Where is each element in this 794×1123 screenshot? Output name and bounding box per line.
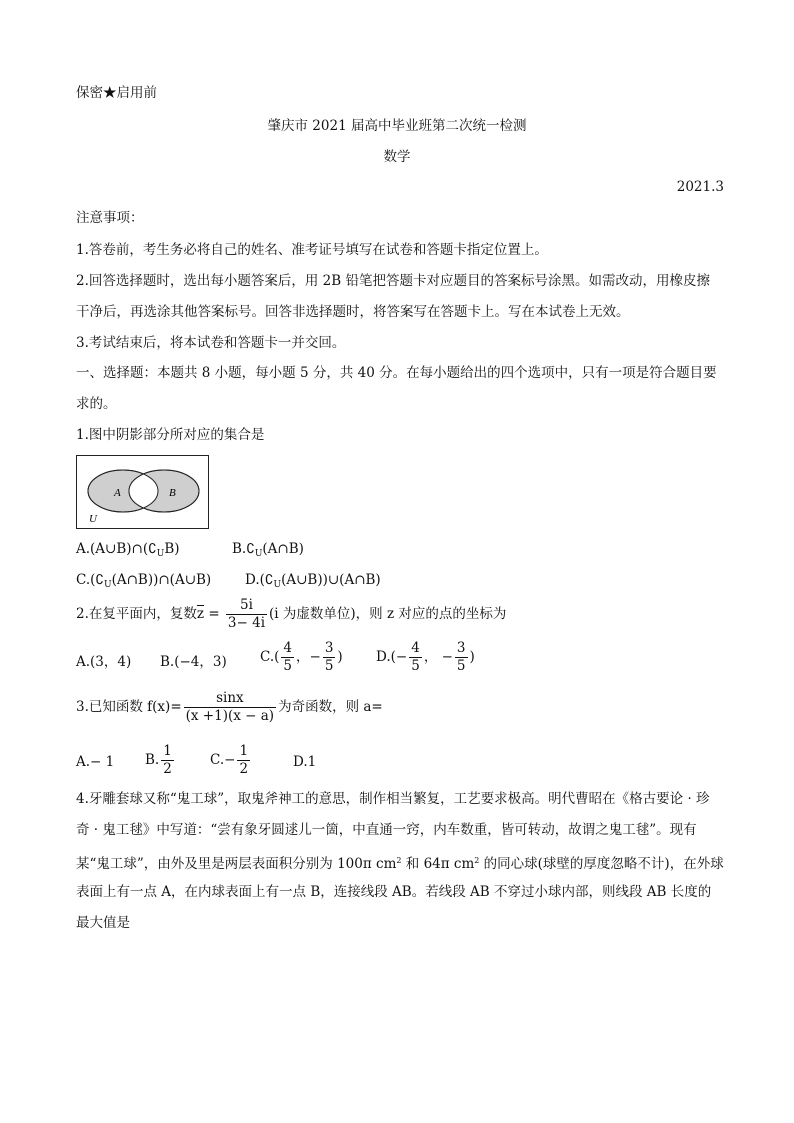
q3-option-a[interactable]: A.− 1 [76,754,115,770]
q3-option-c[interactable]: C.− $\frac{1}{2}$ [210,743,249,777]
notice-item-2a: 2.回答选择题时，选出每小题答案后，用 2B 铅笔把答题卡对应题目的答案标号涂黑。如需改动，用橡皮擦 [76,273,710,289]
section-heading: 一、选择题：本题共 8 小题，每小题 5 分，共 40 分。在每小题给出的四个选项中，只有一项是符合题目要 [76,365,717,381]
q4-line-5: 最大值是 [76,915,130,931]
q3-option-b[interactable]: B. $\frac{1}{2}$ [145,743,172,777]
q1-option-d[interactable]: $D.(∁_U(A\cup B))\cup(A\cap B)$ [245,572,381,590]
q1-stem: 1.图中阴影部分所对应的集合是 [76,427,265,443]
notice-item-1: 1.答卷前，考生务必将自己的姓名、准考证号填写在试卷和答题卡指定位置上。 [76,242,548,258]
section-heading-cont: 求的。 [76,396,117,412]
venn-label-a: A [114,487,121,499]
q3-option-d[interactable]: D.1 [293,754,317,770]
exam-date: 2021.3 [676,179,724,195]
z-conjugate: $\overline{z}$ [196,606,205,622]
q1-option-b[interactable]: $B.∁_U(A\cap B)$ [232,541,304,559]
q2-stem: 2.在复平面内，复数$\overline{z}$ = $\frac{5i}{3- 4i}$ (i 为虚数单位)，则 z 对应的点的坐标为 [76,597,507,631]
q4-line-2: 奇 · 鬼工毬》中写道：“尝有象牙圆逑儿一箇，中直通一窍，内车数重，皆可转动，故谓之鬼工毬”。现有 [76,822,697,838]
q3-fraction: $\frac{\sin x}{(x +1)(x - a)}$ [185,690,275,724]
notice-item-3: 3.考试结束后，将本试卷和答题卡一并交回。 [76,335,346,351]
venn-label-b: B [169,487,176,499]
q3-stem: 3.已知函数 f(x)= $\frac{\sin x}{(x +1)(x - a)}$ 为奇函数，则 a= [76,690,383,724]
q1-option-a[interactable]: $A.(A\cup B)\cap(∁_UB)$ [76,541,180,559]
venn-label-u: U [89,513,97,525]
q4-line-1: 4.牙雕套球又称“鬼工球”，取鬼斧神工的意思，制作相当繁复，工艺要求极高。明代曹昭在《格古要论 · 珍 [76,791,710,807]
q1-option-c[interactable]: $C.(∁_U(A\cap B))\cap(A\cup B)$ [76,572,212,590]
exam-title: 肇庆市 2021 届高中毕业班第二次统一检测 [267,118,527,134]
q2-fraction: $\frac{5i}{3- 4i}$ [227,597,266,631]
notice-heading: 注意事项： [76,210,144,226]
q4-line-4: 表面上有一点 A，在内球表面上有一点 B，连接线段 AB。若线段 AB 不穿过小球内部，则线段 AB 长度的 [76,884,712,900]
q4-line-3: 某“鬼工球”，由外及里是两层表面积分别为 100π $cm^2$ 和 64π $cm^2$ 的同心球(球壁的厚度忽略不计)，在外球 [76,856,724,872]
secret-label: 保密★启用前 [76,85,157,101]
venn-diagram [76,455,209,529]
q2-option-d[interactable]: D.(− $\frac{4}{5}$ ， − $\frac{3}{5}$ ) [376,640,475,674]
q2-option-a[interactable]: A.(3，4) [76,654,132,670]
notice-item-2b: 干净后，再选涂其他答案标号。回答非选择题时，将答案写在答题卡上。写在本试卷上无效。 [76,304,630,320]
q2-option-b[interactable]: B.(−4，3) [160,654,227,670]
q2-option-c[interactable]: C.( $\frac{4}{5}$ ，− $\frac{3}{5}$ ) [260,640,343,674]
subject-title: 数学 [383,149,411,165]
